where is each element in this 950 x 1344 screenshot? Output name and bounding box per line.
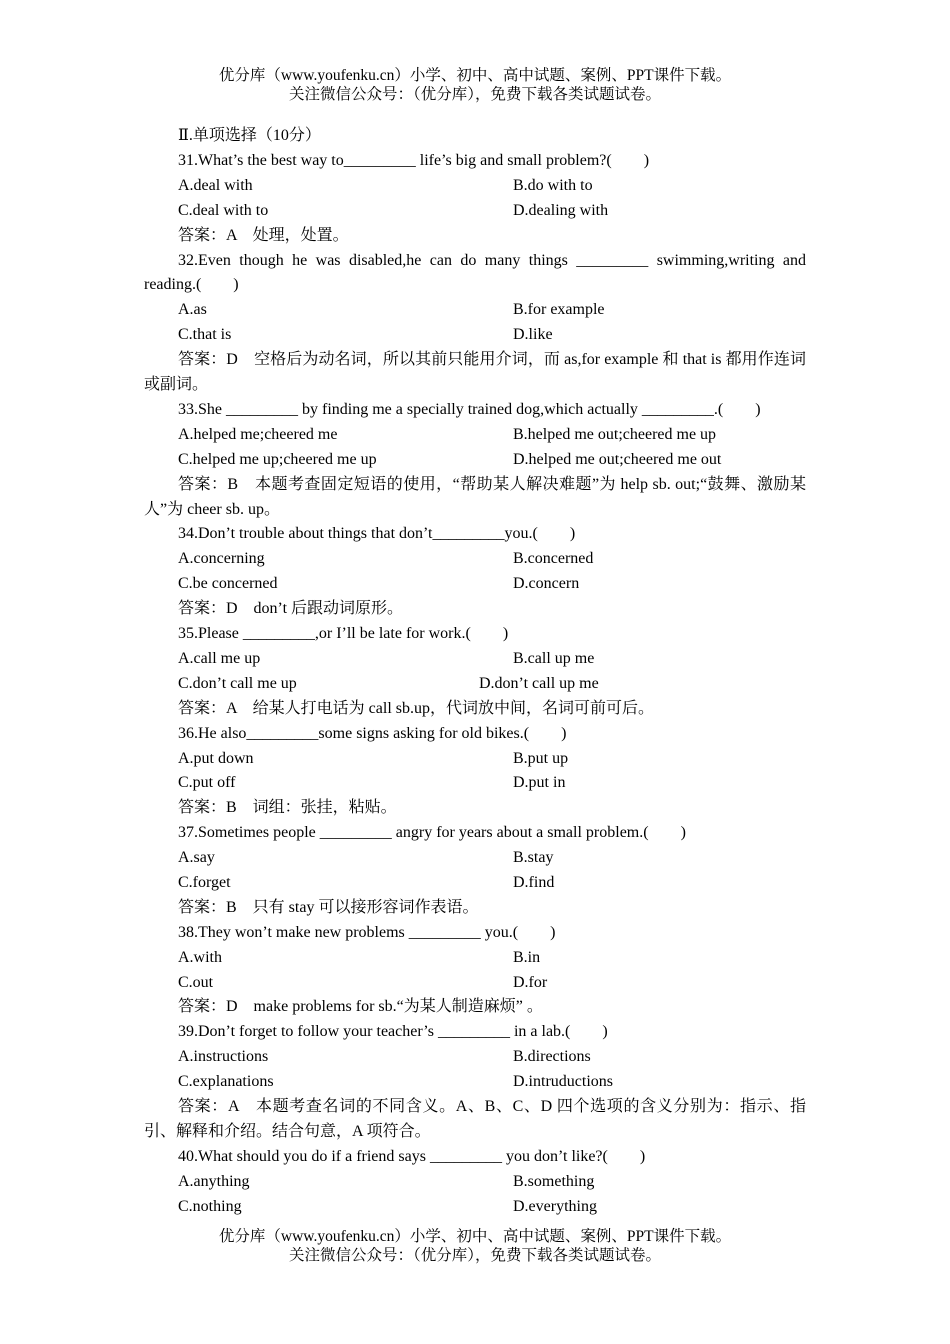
option-row xyxy=(144,672,806,697)
option-d: D.like xyxy=(513,326,553,344)
option-a: A.deal with xyxy=(178,176,253,194)
question-stem: 33.She _________ by finding me a specially trained dog,which actually _________.( ) xyxy=(178,400,761,418)
answer-explanation: 答案：D don’t 后跟动词原形。 xyxy=(178,600,404,618)
answer-explanation: 答案：A 给某人打电话为 call sb.up，代词放中间，名词可前可后。 xyxy=(178,699,654,717)
question-stem: 39.Don’t forget to follow your teacher’s _________ in a lab.( ) xyxy=(178,1023,608,1041)
option-d: D.for xyxy=(513,973,548,991)
option-d: D.helped me out;cheered me out xyxy=(513,450,722,468)
option-row xyxy=(144,174,806,199)
option-a: A.with xyxy=(178,948,222,966)
option-d: D.find xyxy=(513,873,555,891)
option-c: C.out xyxy=(178,973,214,991)
question-stem: 38.They won’t make new problems _________ you.( ) xyxy=(178,923,556,941)
option-a: A.anything xyxy=(178,1172,250,1190)
option-row xyxy=(144,547,806,572)
option-d: D.concern xyxy=(513,575,580,593)
option-d: D.dealing with xyxy=(513,201,609,219)
option-b: B.something xyxy=(513,1172,595,1190)
answer-explanation: 答案：D 空格后为动名词，所以其前只能用介词，而 as,for example 和 that is 都用作连词或副词。 xyxy=(144,351,806,393)
header-line-1: 优分库（www.youfenku.cn）小学、初中、高中试题、案例、PPT课件下载。 xyxy=(218,67,732,84)
option-row xyxy=(144,647,806,672)
header-line-2: 关注微信公众号：（优分库），免费下载各类试题试卷。 xyxy=(288,86,661,103)
option-a: A.call me up xyxy=(178,649,261,667)
option-c: C.forget xyxy=(178,873,231,891)
option-a: A.instructions xyxy=(178,1048,269,1066)
option-a: A.as xyxy=(178,301,207,319)
option-row xyxy=(144,1070,806,1095)
option-row xyxy=(144,771,806,796)
option-b: B.call up me xyxy=(513,649,595,667)
option-row xyxy=(144,747,806,772)
page-header xyxy=(0,66,950,104)
answer-explanation: 答案：B 本题考查固定短语的使用，“帮助某人解决难题”为 help sb. out;“鼓舞、激励某人”为 cheer sb. up。 xyxy=(144,475,806,518)
option-c: C.put off xyxy=(178,774,236,792)
answer-explanation: 答案：D make problems for sb.“为某人制造麻烦” 。 xyxy=(178,998,543,1016)
question-stem: 37.Sometimes people _________ angry for years about a small problem.( ) xyxy=(178,824,686,842)
option-a: A.helped me;cheered me xyxy=(178,425,338,443)
option-b: B.directions xyxy=(513,1048,591,1066)
option-c: C.nothing xyxy=(178,1197,242,1215)
option-row xyxy=(144,1195,806,1220)
question-stem: 40.What should you do if a friend says _________ you don’t like?( ) xyxy=(178,1147,646,1165)
option-b: B.in xyxy=(513,948,541,966)
option-a: A.concerning xyxy=(178,550,265,568)
option-c: C.deal with to xyxy=(178,201,269,219)
option-row xyxy=(144,1170,806,1195)
option-row xyxy=(144,946,806,971)
option-d: D.put in xyxy=(513,774,566,792)
option-row xyxy=(144,572,806,597)
document-body xyxy=(144,124,806,1220)
option-row xyxy=(144,323,806,348)
question-stem: 35.Please _________,or I’ll be late for work.( ) xyxy=(178,625,509,642)
option-d: D.everything xyxy=(513,1197,597,1215)
option-d: D.don’t call up me xyxy=(479,674,599,692)
option-c: C.explanations xyxy=(178,1073,274,1091)
answer-explanation: 答案：B 词组：张挂，粘贴。 xyxy=(178,799,397,817)
answer-explanation: 答案：B 只有 stay 可以接形容词作表语。 xyxy=(178,898,479,916)
option-b: B.concerned xyxy=(513,550,594,568)
option-row xyxy=(144,846,806,871)
option-b: B.stay xyxy=(513,849,554,867)
question-stem: 31.What’s the best way to_________ life’s big and small problem?( ) xyxy=(178,151,650,169)
option-c: C.don’t call me up xyxy=(178,674,297,692)
answer-explanation: 答案：A 处理，处置。 xyxy=(178,226,349,244)
option-b: B.helped me out;cheered me up xyxy=(513,425,717,443)
option-row xyxy=(144,871,806,896)
option-c: C.that is xyxy=(178,326,232,344)
option-b: B.for example xyxy=(513,301,605,319)
question-stem: 32.Even though he was disabled,he can do many things _________ swimming,writing and reading.( ) xyxy=(144,251,806,294)
option-row xyxy=(144,971,806,996)
footer-line-2: 关注微信公众号：（优分库），免费下载各类试题试卷。 xyxy=(288,1247,661,1264)
footer-line-1: 优分库（www.youfenku.cn）小学、初中、高中试题、案例、PPT课件下载。 xyxy=(218,1228,732,1245)
question-stem: 34.Don’t trouble about things that don’t_________you.( ) xyxy=(178,525,576,543)
answer-explanation: 答案：A 本题考查名词的不同含义。A、B、C、D 四个选项的含义分别为：指示、指引、解释和介绍。结合句意，A 项符合。 xyxy=(144,1098,806,1140)
option-row xyxy=(144,423,806,448)
option-row xyxy=(144,448,806,473)
option-b: B.do with to xyxy=(513,176,593,194)
option-a: A.say xyxy=(178,849,215,867)
option-row xyxy=(144,199,806,224)
option-a: A.put down xyxy=(178,749,254,767)
option-c: C.be concerned xyxy=(178,575,278,593)
option-d: D.intruductions xyxy=(513,1073,613,1091)
question-stem: 36.He also_________some signs asking for old bikes.( ) xyxy=(178,724,567,742)
option-row xyxy=(144,1045,806,1070)
section-title: Ⅱ.单项选择（10分） xyxy=(178,127,321,144)
page-footer xyxy=(0,1227,950,1265)
option-row xyxy=(144,298,806,323)
option-b: B.put up xyxy=(513,749,569,767)
option-c: C.helped me up;cheered me up xyxy=(178,450,377,468)
